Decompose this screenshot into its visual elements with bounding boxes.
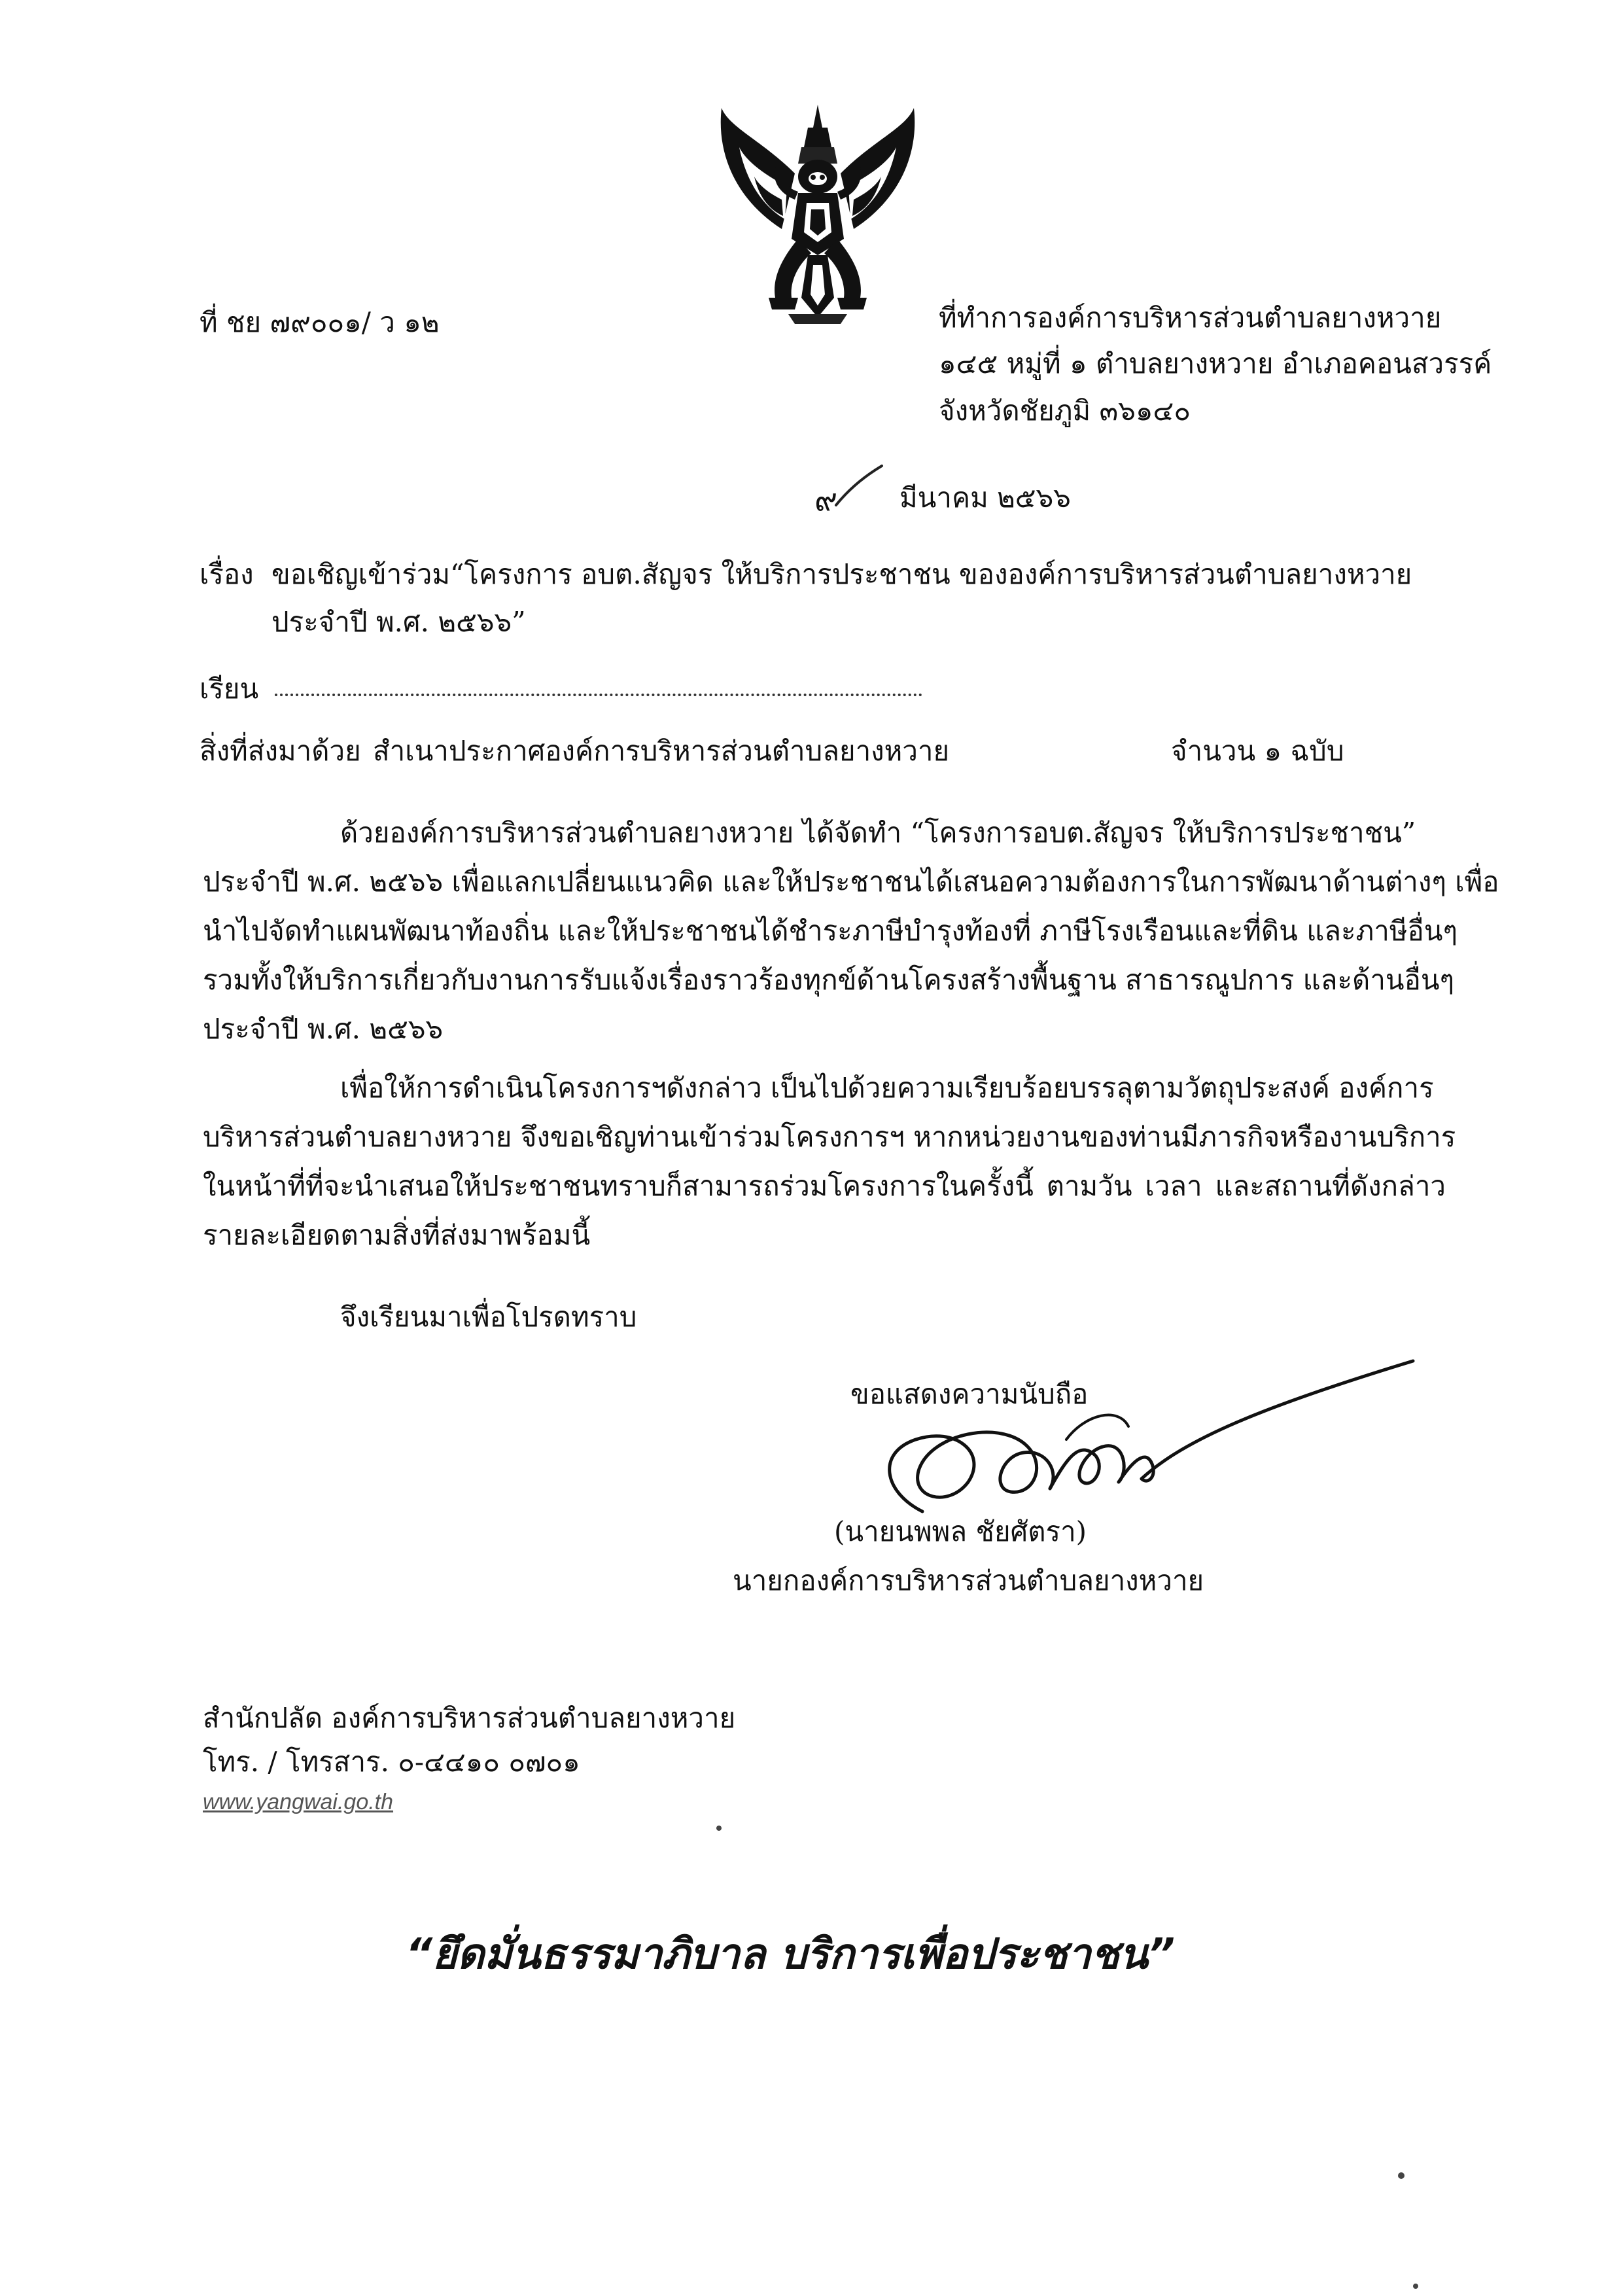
signatory-position: นายกองค์การบริหารส่วนตำบลยางหวาย: [733, 1564, 1204, 1597]
office-address-line-1: ที่ทำการองค์การบริหารส่วนตำบลยางหวาย: [939, 302, 1442, 334]
footer-website-link[interactable]: www.yangwai.go.th: [203, 1790, 394, 1814]
paragraph-2-line-3: ในหน้าที่ที่จะนำเสนอให้ประชาชนทราบก็สามารถร่วมโครงการในครั้งนี้ ตามวัน เวลา และสถานที่ดังกล่าว: [203, 1170, 1446, 1202]
handwritten-date-mark-icon: [810, 459, 888, 518]
closing-salutation: ขอแสดงความนับถือ: [850, 1378, 1089, 1410]
paragraph-2-line-1: เพื่อให้การดำเนินโครงการฯดังกล่าว เป็นไปด้วยความเรียบร้อยบรรลุตามวัตถุประสงค์ องค์การ: [340, 1072, 1434, 1104]
footer-motto: “ยึดมั่นธรรมาภิบาล บริการเพื่อประชาชน”: [406, 1930, 1176, 1979]
subject-label: เรื่อง: [200, 558, 254, 590]
document-number: ที่ ชย ๗๙๐๐๑/ ว ๑๒: [200, 306, 440, 338]
letter-date: มีนาคม ๒๕๖๖: [899, 482, 1071, 514]
paragraph-1-line-2: ประจำปี พ.ศ. ๒๕๖๖ เพื่อแลกเปลี่ยนแนวคิด และให้ประชาชนได้เสนอความต้องการในการพัฒนาด้านต่างๆ เพื่อ: [203, 866, 1499, 898]
office-address-line-3: จังหวัดชัยภูมิ ๓๖๑๔๐: [939, 395, 1191, 427]
closing-request: จึงเรียนมาเพื่อโปรดทราบ: [340, 1301, 637, 1333]
paragraph-1-line-3: นำไปจัดทำแผนพัฒนาท้องถิ่น และให้ประชาชนได้ชำระภาษีบำรุงท้องที่ ภาษีโรงเรือนและที่ดิน และภาษีอื่นๆ: [203, 915, 1458, 947]
subject-line-1: ขอเชิญเข้าร่วม“โครงการ อบต.สัญจร ให้บริการประชาชน ขององค์การบริหารส่วนตำบลยางหวาย: [271, 558, 1412, 590]
garuda-emblem-icon: [710, 101, 926, 327]
enclosure-count: จำนวน ๑ ฉบับ: [1171, 735, 1344, 767]
paragraph-2-line-4: รายละเอียดตามสิ่งที่ส่งมาพร้อมนี้: [203, 1219, 591, 1251]
footer-phone: โทร. / โทรสาร. ๐-๔๔๑๐ ๐๗๐๑: [203, 1746, 580, 1778]
paragraph-1-line-1: ด้วยองค์การบริหารส่วนตำบลยางหวาย ได้จัดทำ “โครงการอบต.สัญจร ให้บริการประชาชน”: [340, 817, 1416, 849]
addressee-blank-line: [275, 680, 922, 696]
date-day: ๙: [814, 482, 838, 518]
scan-speck: [716, 1826, 722, 1831]
subject-line-2: ประจำปี พ.ศ. ๒๕๖๖”: [271, 606, 526, 638]
office-address-line-2: ๑๔๕ หมู่ที่ ๑ ตำบลยางหวาย อำเภอคอนสวรรค์: [939, 347, 1492, 380]
paragraph-1-line-4: รวมทั้งให้บริการเกี่ยวกับงานการรับแจ้งเรื่องราวร้องทุกข์ด้านโครงสร้างพื้นฐาน สาธารณูปการ และด้านอื่นๆ: [203, 964, 1455, 996]
paragraph-1-line-5: ประจำปี พ.ศ. ๒๕๖๖: [203, 1013, 444, 1045]
scan-speck: [1398, 2172, 1405, 2179]
addressee-label: เรียน: [200, 673, 259, 705]
enclosure-text: สำเนาประกาศองค์การบริหารส่วนตำบลยางหวาย: [373, 735, 950, 767]
footer-office: สำนักปลัด องค์การบริหารส่วนตำบลยางหวาย: [203, 1702, 736, 1734]
scan-speck: [1413, 2284, 1418, 2289]
handwritten-signature-icon: [870, 1341, 1420, 1531]
enclosure-label: สิ่งที่ส่งมาด้วย: [200, 735, 361, 767]
signatory-name: (นายนพพล ชัยศัตรา): [834, 1515, 1087, 1547]
paragraph-2-line-2: บริหารส่วนตำบลยางหวาย จึงขอเชิญท่านเข้าร่วมโครงการฯ หากหน่วยงานของท่านมีภารกิจหรืองานบริการ: [203, 1121, 1456, 1153]
